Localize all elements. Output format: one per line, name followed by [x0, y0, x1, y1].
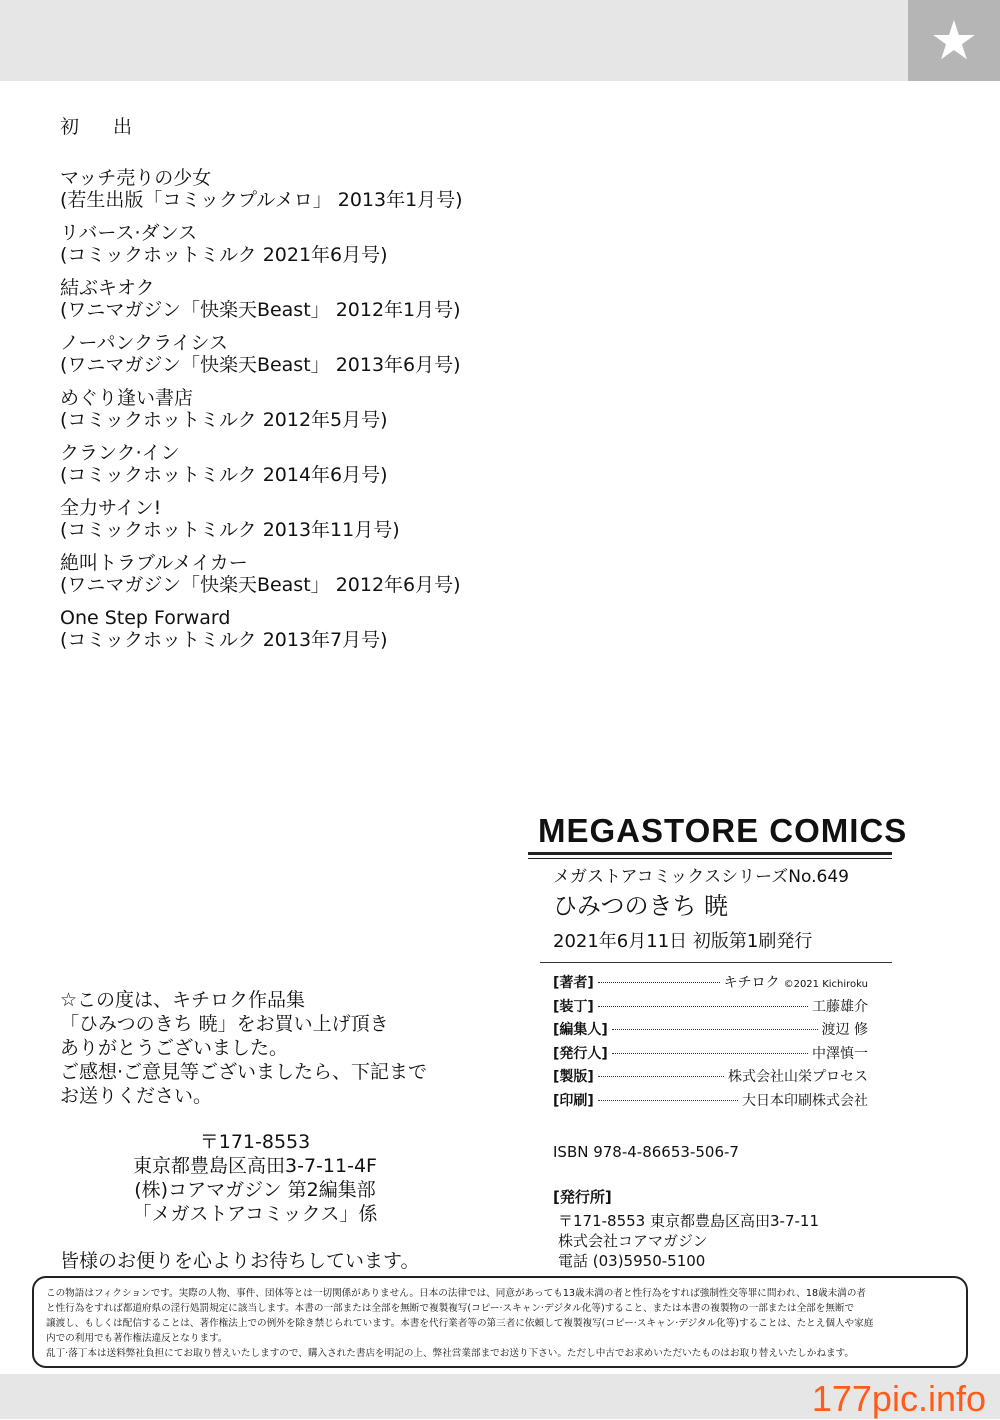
- credit-name: 大日本印刷株式会社: [742, 1092, 868, 1109]
- thanks-line: ご感想·ご意見等ございましたら、下記まで: [60, 1061, 428, 1083]
- credit-name: 中澤慎一: [812, 1045, 868, 1062]
- credit-role: [製版]: [553, 1069, 594, 1086]
- legal-notice-box: [32, 1276, 968, 1368]
- credits-list: [553, 972, 868, 1114]
- watermark-text: 177pic.info: [811, 1378, 986, 1419]
- story-title: 全力サイン!: [60, 497, 162, 519]
- story-source: (ワニマガジン「快楽天Beast」 2012年6月号): [60, 574, 461, 596]
- thanks-message: [60, 988, 427, 1108]
- story-source: (コミックホットミルク 2021年6月号): [60, 244, 388, 266]
- credit-name: 株式会社山栄プロセス: [728, 1069, 868, 1086]
- leader-dots: [612, 1053, 808, 1054]
- story-title: めぐり逢い書店: [60, 387, 194, 409]
- series-number: メガストアコミックスシリーズNo.649: [553, 867, 849, 887]
- mail-address: [100, 1130, 410, 1226]
- divider: [528, 858, 892, 859]
- leader-dots: [598, 1006, 808, 1007]
- credit-role: [編集人]: [553, 1022, 608, 1039]
- credit-role: [発行人]: [553, 1045, 608, 1062]
- closing-message: 皆様のお便りを心よりお待ちしています。: [60, 1250, 420, 1272]
- publisher-name: 株式会社コアマガジン: [558, 1232, 708, 1250]
- leader-dots: [612, 1029, 818, 1030]
- credit-name: 工藤雄介: [812, 998, 868, 1015]
- publisher-phone: 電話 (03)5950-5100: [558, 1252, 706, 1270]
- legal-line: 内での利用でも著作権法違反となります。: [46, 1333, 228, 1344]
- publication-date: 2021年6月11日 初版第1刷発行: [553, 931, 813, 952]
- thanks-line: 「ひみつのきち 暁」をお買い上げ頂き: [60, 1013, 389, 1035]
- story-source: (若生出版「コミックプルメロ」 2013年1月号): [60, 189, 463, 211]
- credit-row: [553, 1066, 868, 1090]
- story-title: 絶叫トラブルメイカー: [60, 552, 248, 574]
- story-source: (コミックホットミルク 2013年7月号): [60, 629, 388, 651]
- list-item: [60, 222, 540, 277]
- credit-row: [553, 1019, 868, 1043]
- story-source: (コミックホットミルク 2014年6月号): [60, 464, 388, 486]
- credit-role: [印刷]: [553, 1092, 594, 1109]
- leader-dots: [598, 1076, 724, 1077]
- story-source: (ワニマガジン「快楽天Beast」 2012年1月号): [60, 299, 461, 321]
- first-published-list: [60, 167, 540, 662]
- list-item: [60, 607, 540, 662]
- credit-name: 渡辺 修: [821, 1022, 868, 1039]
- book-title: ひみつのきち 暁: [553, 892, 729, 920]
- credit-row: [553, 996, 868, 1020]
- list-item: [60, 332, 540, 387]
- list-item: [60, 277, 540, 332]
- story-title: クランク·イン: [60, 442, 180, 464]
- story-source: (コミックホットミルク 2013年11月号): [60, 519, 400, 541]
- list-item: [60, 442, 540, 497]
- thanks-line: お送りください。: [60, 1085, 213, 1107]
- list-item: [60, 552, 540, 607]
- address-line: 東京都豊島区高田3-7-11-4F: [133, 1155, 377, 1177]
- list-item: [60, 387, 540, 442]
- leader-dots: [598, 982, 720, 983]
- address-line: 「メガストアコミックス」係: [132, 1203, 378, 1225]
- credit-row: [553, 1043, 868, 1067]
- credit-row: [553, 972, 868, 996]
- list-item: [60, 167, 540, 222]
- legal-line: と性行為をすれば都道府県の淫行処罰規定に該当します。本書の一部または全部を無断で複製複写(コピー·スキャン·デジタル化等)すること、または本書の複製物の一部または全部を無断で: [46, 1303, 855, 1314]
- leader-dots: [598, 1100, 738, 1101]
- publisher-heading: [発行所]: [553, 1188, 612, 1206]
- story-title: リバース·ダンス: [60, 222, 198, 244]
- divider: [528, 852, 892, 855]
- story-title: 結ぶキオク: [60, 277, 155, 299]
- story-source: (コミックホットミルク 2012年5月号): [60, 409, 388, 431]
- story-title: ノーパンクライシス: [60, 332, 228, 354]
- address-line: (株)コアマガジン 第2編集部: [134, 1179, 376, 1201]
- star-badge: [908, 0, 1000, 81]
- legal-line: この物語はフィクションです。実際の人物、事件、団体等とは一切関係がありません。日本の法律では、同意があっても13歳未満の者と性行為をすれば強制性交等罪に問われ、18歳未満の者: [46, 1288, 867, 1299]
- first-published-heading: 初 出: [60, 116, 147, 138]
- brand-logo-text: MEGASTORE COMICS: [538, 812, 908, 849]
- legal-line: 乱丁·落丁本は送料弊社負担にてお取り替えいたしますので、購入された書店を明記の上、弊社営業部までお送り下さい。ただし中古でお求めいただいたものはお取り替えいたしかねます。: [46, 1348, 854, 1359]
- credit-name: キチロク: [723, 975, 780, 991]
- isbn-number: ISBN 978-4-86653-506-7: [553, 1143, 739, 1161]
- star-icon: ★: [929, 8, 979, 72]
- story-source: (ワニマガジン「快楽天Beast」 2013年6月号): [60, 354, 461, 376]
- story-title: One Step Forward: [60, 607, 231, 629]
- legal-line: 譲渡し、もしくは配信することは、著作権法上での例外を除き禁じられています。本書を代行業者等の第三者に依頼して複製複写(コピー·スキャン·デジタル化等)することは、たとえ個人や家庭: [46, 1318, 874, 1329]
- divider: [540, 962, 892, 963]
- credit-row: [553, 1090, 868, 1114]
- credit-role: [著者]: [553, 975, 594, 991]
- top-bar: [0, 0, 908, 81]
- copyright-text: ©2021 Kichiroku: [783, 979, 868, 990]
- address-line: 〒171-8553: [199, 1131, 311, 1153]
- thanks-line: ありがとうございました。: [60, 1037, 289, 1059]
- publisher-address: 〒171-8553 東京都豊島区高田3-7-11: [558, 1212, 819, 1230]
- credit-role: [装丁]: [553, 998, 594, 1015]
- list-item: [60, 497, 540, 552]
- story-title: マッチ売りの少女: [60, 167, 212, 189]
- thanks-line: ☆この度は、キチロク作品集: [60, 989, 306, 1011]
